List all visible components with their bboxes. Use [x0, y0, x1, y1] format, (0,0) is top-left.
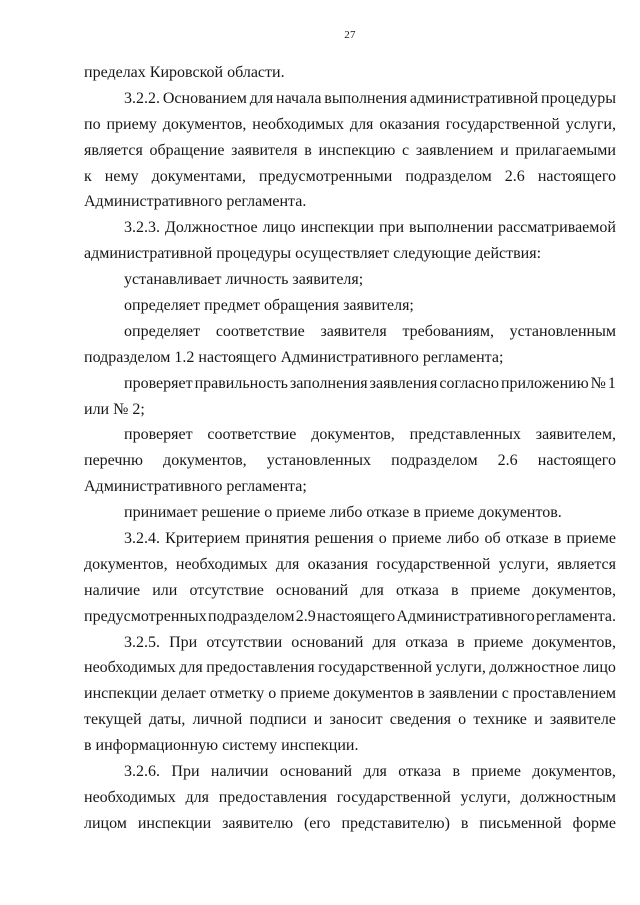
word: нему	[104, 167, 139, 185]
text-line	[84, 86, 616, 112]
word: с	[402, 141, 410, 159]
word: наличие	[84, 581, 141, 599]
word: заявлении	[428, 685, 498, 703]
word: должностным	[520, 788, 616, 806]
word: необходимых	[84, 659, 176, 677]
word: предоставления	[206, 659, 315, 677]
text-line: подразделом 1.2 настоящего Административного регламента;	[84, 348, 504, 366]
word: Должностное	[164, 219, 258, 237]
word: и	[534, 711, 543, 729]
word: приему	[106, 115, 157, 133]
text-line	[84, 448, 616, 474]
word: государственной	[445, 115, 560, 133]
word: Основанием	[162, 89, 247, 107]
word: оснований	[279, 763, 353, 781]
word: даты,	[148, 711, 186, 729]
word: к	[84, 167, 92, 185]
word: отказа	[396, 581, 439, 599]
word: инспекции	[137, 814, 212, 832]
text-line: Административного регламента;	[84, 478, 307, 496]
word: 2.6	[504, 167, 525, 185]
word: документов,	[532, 581, 616, 599]
word: необходимых	[84, 788, 176, 806]
word: документов	[333, 685, 414, 703]
word: заявителя	[320, 322, 387, 340]
word: необходимых	[252, 115, 344, 133]
word: услуги,	[498, 555, 549, 573]
word: в	[451, 581, 459, 599]
word: приложению	[500, 374, 589, 392]
word: при	[378, 219, 405, 237]
word: для	[179, 659, 203, 677]
word: в	[452, 763, 461, 781]
word: 2.6	[497, 452, 518, 470]
word: для	[185, 788, 209, 806]
word: услуги,	[565, 115, 616, 133]
word: письменной	[479, 814, 562, 832]
word: делает	[161, 685, 206, 703]
text-line: в информационную систему инспекции.	[84, 737, 359, 755]
word: лицо	[582, 659, 616, 677]
word: проставлением	[512, 685, 616, 703]
word: выполнения	[324, 89, 408, 107]
word: подразделом	[391, 452, 478, 470]
word: для	[360, 581, 384, 599]
word: приеме	[566, 530, 616, 548]
word: предусмотренных	[84, 607, 207, 625]
word: является	[557, 555, 616, 573]
text-line	[84, 215, 616, 241]
text-line	[84, 707, 616, 733]
word: 3.2.3.	[124, 219, 160, 237]
text-line	[84, 811, 616, 837]
word: государственной	[336, 788, 451, 806]
word: услуги,	[460, 788, 511, 806]
text-line: определяет предмет обращения заявителя;	[124, 297, 414, 315]
word: прилагаемыми	[515, 141, 616, 159]
word: документов,	[162, 115, 247, 133]
word: для	[275, 555, 300, 573]
word: в	[460, 814, 469, 832]
word: оснований	[276, 581, 349, 599]
word: 3.2.2.	[124, 89, 160, 107]
word: наличии	[210, 763, 269, 781]
word: определяет	[124, 322, 201, 340]
word: отсутствие	[189, 581, 264, 599]
text-line: пределах Кировской области.	[84, 64, 285, 81]
word: подразделом	[405, 167, 492, 185]
word: (его	[303, 814, 331, 832]
text-line	[84, 759, 616, 785]
word: о	[458, 711, 467, 729]
word: проверяет	[124, 374, 193, 392]
text-line: принимает решение о приеме либо отказе в приеме документов.	[124, 504, 562, 522]
word: и	[500, 141, 509, 159]
word: либо	[446, 530, 480, 548]
word: заполнения	[289, 374, 368, 392]
word: лицом	[84, 814, 127, 832]
word: представленных	[409, 426, 521, 444]
word: При	[171, 763, 200, 781]
word: отказе	[505, 530, 549, 548]
word: и	[313, 711, 323, 729]
text-line	[84, 655, 616, 681]
word: с	[501, 685, 509, 703]
text-line: административной процедуры осуществляет следующие действия:	[84, 245, 542, 263]
word: или	[152, 581, 178, 599]
text-line	[84, 164, 616, 190]
text-line	[84, 526, 616, 552]
text-line	[84, 785, 616, 811]
word: документов,	[163, 452, 247, 470]
word: представителю)	[341, 814, 450, 832]
word: соответствие	[215, 322, 305, 340]
word: инспекции	[300, 219, 374, 237]
word: о	[378, 530, 387, 548]
word: отсутствии	[206, 633, 283, 651]
word: о	[268, 685, 277, 703]
word: настоящего	[537, 167, 616, 185]
word: настоящего	[316, 607, 396, 625]
word: Административного	[396, 607, 535, 625]
word: заявителем,	[535, 426, 616, 444]
word: заносит	[329, 711, 383, 729]
word: перечню	[84, 452, 143, 470]
word: приеме	[280, 685, 330, 703]
word: заявления	[369, 374, 438, 392]
word: регламента.	[535, 607, 616, 625]
word: процедуры	[541, 89, 616, 107]
word: отказа	[398, 763, 442, 781]
word: лицо	[262, 219, 296, 237]
word: форме	[572, 814, 616, 832]
text-line: или № 2;	[84, 400, 145, 418]
word: начала	[276, 89, 322, 107]
word: обращение	[149, 141, 225, 159]
word: выполнении	[409, 219, 494, 237]
word: заявлением	[415, 141, 494, 159]
text-line	[84, 319, 616, 345]
word: документов,	[532, 763, 616, 781]
word: 3.2.6.	[124, 763, 160, 781]
word: требованиям,	[402, 322, 494, 340]
word: решения	[314, 530, 374, 548]
word: по	[84, 115, 101, 133]
document-body	[84, 60, 616, 837]
word: подразделом	[208, 607, 295, 625]
word: оказания	[307, 555, 369, 573]
word: При	[169, 633, 198, 651]
word: оказания	[379, 115, 440, 133]
word: предоставления	[218, 788, 327, 806]
word: заявителе	[549, 711, 616, 729]
text-line	[84, 578, 616, 604]
word: технике	[473, 711, 527, 729]
text-line	[84, 138, 616, 164]
word: личной	[192, 711, 243, 729]
text-line	[84, 681, 616, 707]
word: установленным	[509, 322, 616, 340]
text-line	[84, 630, 616, 656]
word: в	[417, 685, 425, 703]
text-line	[84, 422, 616, 448]
word: предусмотренными	[258, 167, 393, 185]
word: подписи	[249, 711, 307, 729]
word: №	[590, 374, 606, 392]
word: государственной	[376, 555, 491, 573]
word: Критерием	[165, 530, 241, 548]
word: отказа	[405, 633, 449, 651]
word: оснований	[291, 633, 364, 651]
word: необходимых	[175, 555, 268, 573]
word: 3.2.5.	[124, 633, 160, 651]
word: правильность	[194, 374, 288, 392]
word: в	[304, 141, 312, 159]
word: об	[484, 530, 501, 548]
text-line	[84, 552, 616, 578]
word: настоящего	[537, 452, 616, 470]
text-line: устанавливает личность заявителя;	[124, 271, 364, 289]
word: документов,	[84, 555, 168, 573]
word: является	[84, 141, 143, 159]
word: приеме	[473, 633, 524, 651]
word: приеме	[470, 581, 521, 599]
text-line	[84, 112, 616, 138]
word: для	[249, 89, 274, 107]
word: текущей	[84, 711, 142, 729]
word: приеме	[471, 763, 521, 781]
word: административной	[409, 89, 539, 107]
word: согласно	[439, 374, 499, 392]
word: 2.9	[295, 607, 316, 625]
word: установленных	[266, 452, 372, 470]
word: соответствие	[207, 426, 297, 444]
word: в	[457, 633, 465, 651]
word: 1	[607, 374, 616, 392]
word: рассматриваемой	[497, 219, 616, 237]
word: приеме	[391, 530, 442, 548]
page-number: 27	[344, 29, 356, 41]
word: инспекции	[84, 685, 158, 703]
word: для	[349, 115, 374, 133]
word: отметку	[209, 685, 265, 703]
word: заявителю	[222, 814, 294, 832]
word: для	[363, 763, 387, 781]
text-line	[84, 371, 616, 397]
word: документов,	[532, 633, 616, 651]
word: документами,	[151, 167, 246, 185]
word: услуги,	[435, 659, 486, 677]
word: сведения	[389, 711, 451, 729]
word: должностное	[489, 659, 580, 677]
word: заявителя	[231, 141, 298, 159]
word: государственной	[318, 659, 433, 677]
word: для	[372, 633, 397, 651]
word: 3.2.4.	[124, 530, 160, 548]
word: проверяет	[124, 426, 193, 444]
word: документов,	[311, 426, 395, 444]
text-line: Административного регламента.	[84, 193, 307, 211]
word: в	[553, 530, 562, 548]
text-line	[84, 604, 616, 630]
word: инспекцию	[318, 141, 396, 159]
word: принятия	[245, 530, 310, 548]
